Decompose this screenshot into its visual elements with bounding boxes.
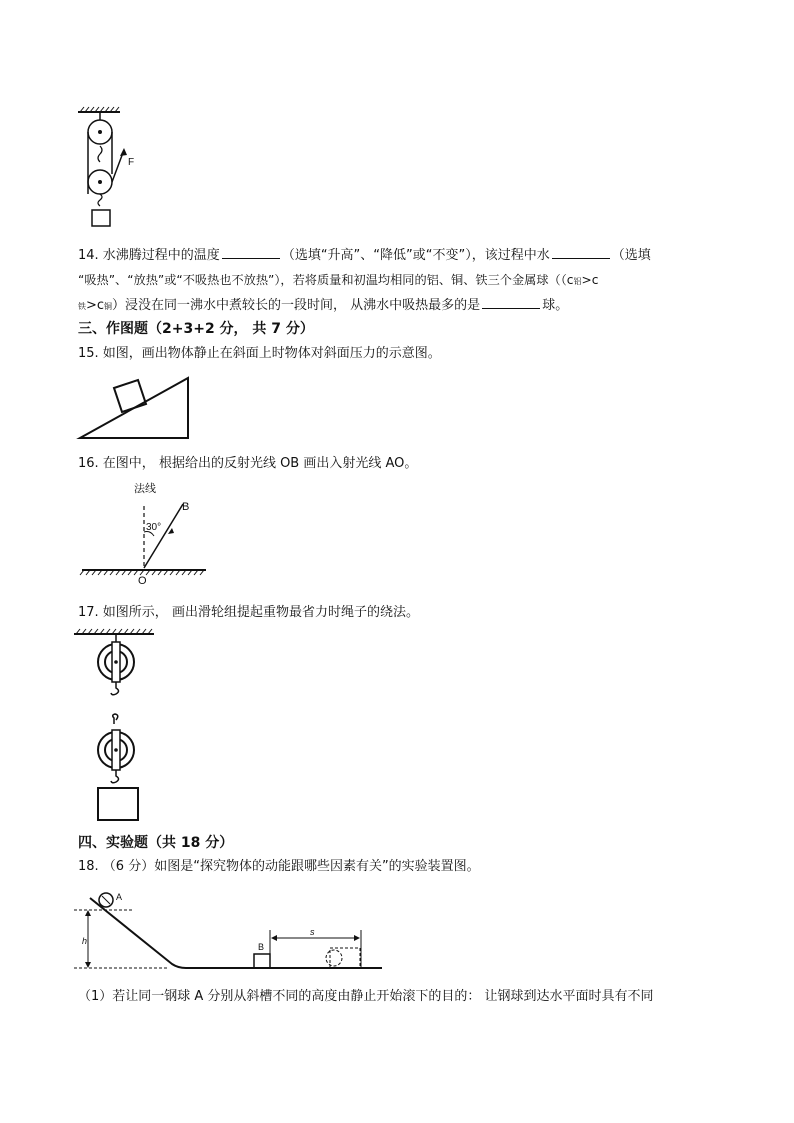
section-3-heading: 三、作图题（2+3+2 分， 共 7 分） [78,321,314,337]
answer-blank-3[interactable] [482,296,540,309]
question-14-line-1 [78,246,651,265]
question-14-line-3 [78,296,568,316]
answer-blank-2[interactable] [552,246,610,259]
force-label-f: F [128,157,135,168]
normal-line-label: 法线 [134,483,156,495]
point-b-label: B [182,501,190,513]
block-b [254,954,270,968]
question-15-text: 15. 如图，画出物体静止在斜面上时物体对斜面压力的示意图。 [78,346,441,361]
q14-gt-1: >c [581,273,599,287]
subscript-lv: 铝 [573,277,582,286]
reflection-figure [78,480,213,586]
q14-text-d: “吸热”、“放热”或“不吸热也不放热”），若将质量和初温均相同的铝、铜、铁三个金属球（（c [78,273,574,287]
q14-gt-2: >c [86,298,105,313]
block-b-label: B [258,942,265,952]
q14-text-f: 球。 [542,298,569,313]
incline-figure [76,370,196,442]
q14-text-a: 14. 水沸腾过程中的温度 [78,248,220,263]
question-14-line-2 [78,271,598,291]
question-18-subquestion-1: （1）若让同一钢球 A 分别从斜槽不同的高度由静止开始滚下的目的： 让钢球到达水平面时具有不同 [78,989,654,1004]
height-label: h [82,936,88,946]
block-on-incline [114,380,146,412]
question-16-text: 16. 在图中， 根据给出的反射光线 OB 画出入射光线 AO。 [78,456,418,471]
point-o-label: O [138,575,147,586]
section-4-heading: 四、实验题（共 18 分） [78,835,234,851]
angle-label: 30° [146,522,162,533]
q14-text-b: （选填“升高”、“降低”或“不变”），该过程中水 [281,248,550,263]
pulley-block-figure [70,628,160,824]
question-18-text: 18. （6 分）如图是“探究物体的动能跟哪些因素有关”的实验装置图。 [78,859,480,874]
answer-blank-1[interactable] [222,246,280,259]
pulley-figure-top [70,104,150,232]
distance-label: s [310,927,315,937]
subscript-tong: 铜 [104,302,113,311]
question-17-text: 17. 如图所示， 画出滑轮组提起重物最省力时绳子的绕法。 [78,605,419,620]
subscript-tie: 铁 [78,302,86,311]
q14-text-c: （选填 [611,248,651,263]
ball-a-label: A [116,892,123,902]
q14-text-e: ）浸没在同一沸水中煮较长的一段时间， 从沸水中吸热最多的是 [112,298,481,313]
kinetic-energy-apparatus [72,886,388,978]
